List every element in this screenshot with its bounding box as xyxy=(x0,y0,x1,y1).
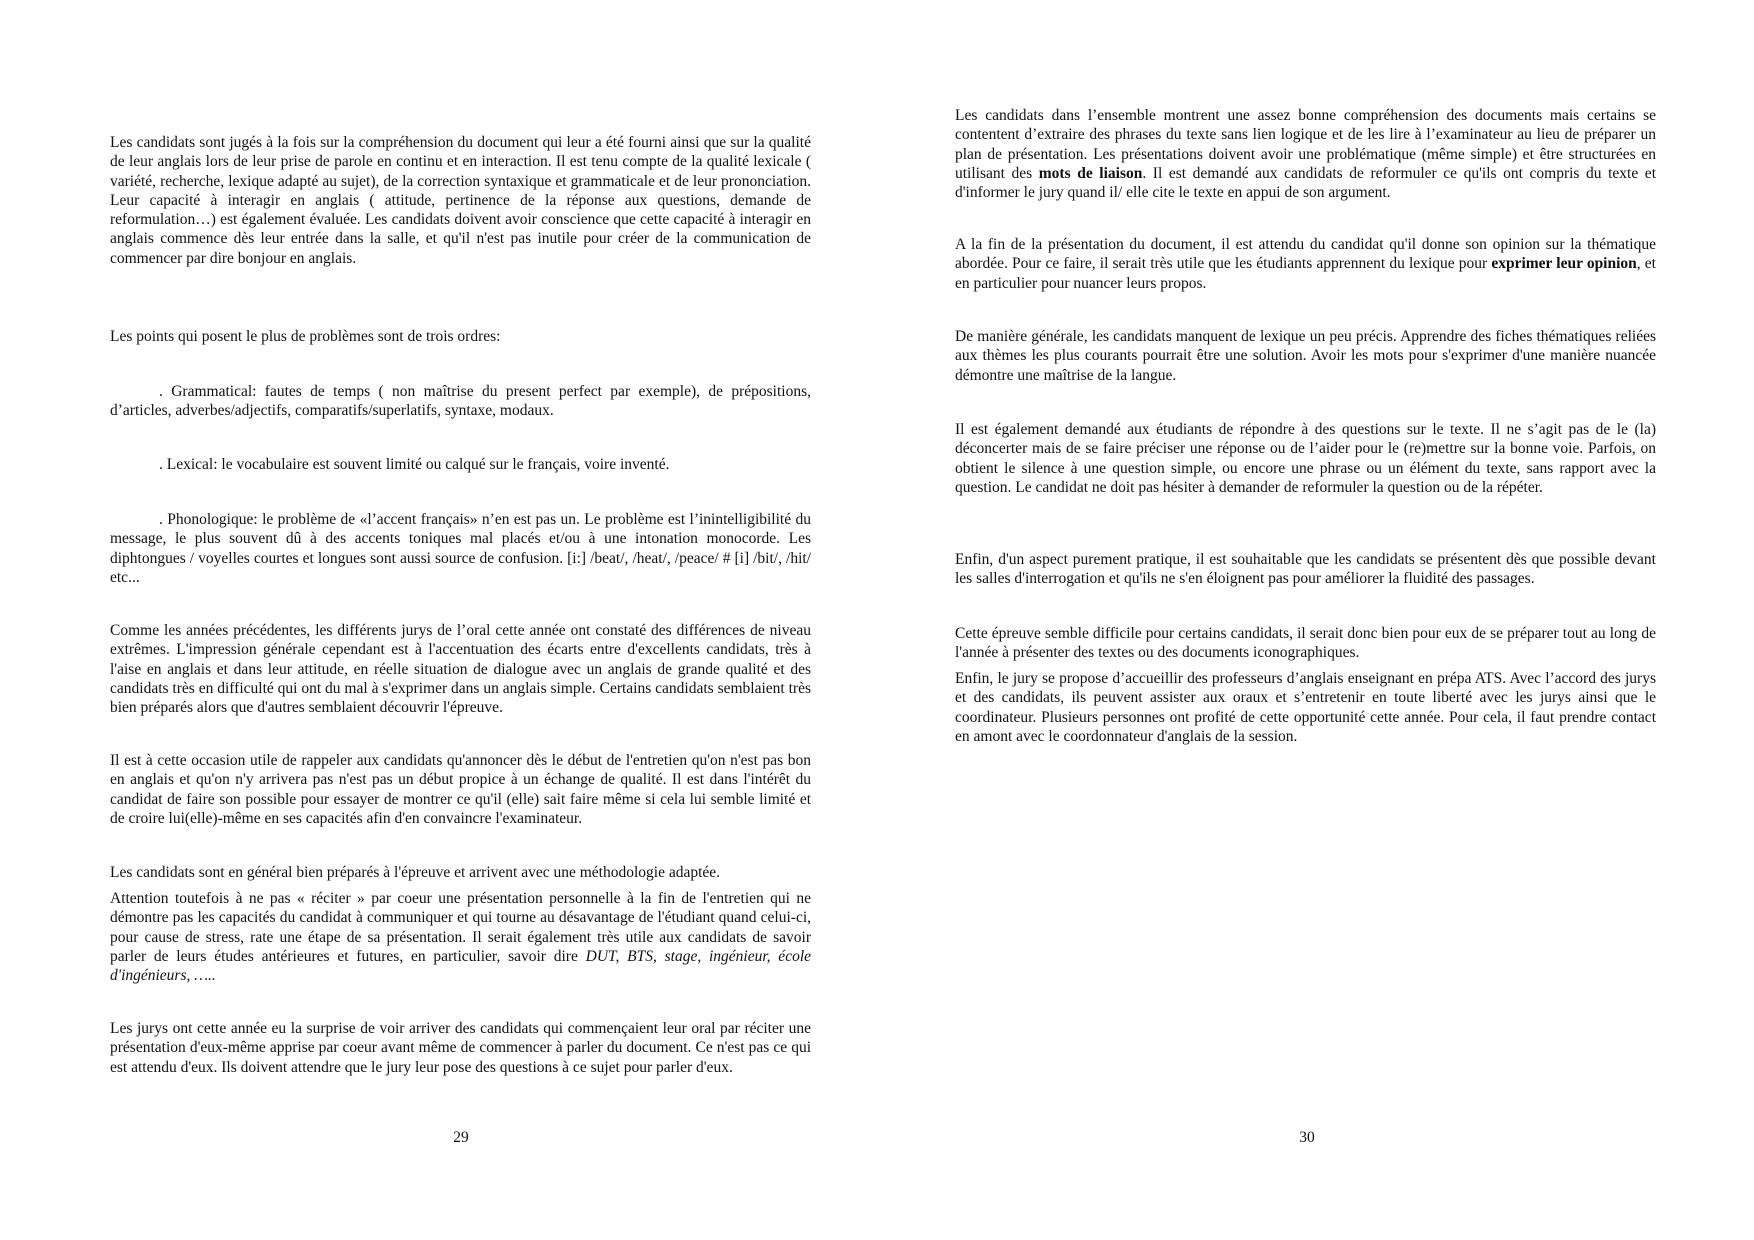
paragraph-text: Les candidats sont jugés à la fois sur la compréhension du document qui leur a été fourni ainsi que sur la qualité de leur anglais lors de leur prise de parole en continu et en interaction. Il est tenu compte de la qualité lexicale ( variété, recherche, lexique adapté au sujet), de la correction syntaxique et grammaticale et de leur prononciation. Leur capacité à interagir en anglais ( attitude, pertinence de la réponse aux questions, demande de reformulation…) est également évaluée. Les candidats doivent avoir conscience que cette capacité à interagir en anglais commence dès leur entrée dans la salle, et qu'il n'est pas inutile pour créer de la communication de commencer par dire bonjour en anglais. xyxy=(110,134,811,267)
paragraph-questions xyxy=(955,420,1656,497)
paragraph-text-bold: mots de liaison xyxy=(1038,164,1143,182)
paragraph-comprehension xyxy=(955,106,1656,202)
paragraph-practical xyxy=(955,550,1656,589)
paragraph-text: Il est à cette occasion utile de rappeler aux candidats qu'annoncer dès le début de l'entretien qu'on n'est pas bon en anglais et qu'on n'y arrivera pas n'est pas un début propice à un échange de qualité. Il est dans l'intérêt du candidat de faire son possible pour essayer de montrer ce qu'il (elle) sait faire même si cela lui semble limité et de croire lui(elle)-même en ses capacités afin d'en convaincre l'examinateur. xyxy=(110,752,811,827)
paragraph-difficulty xyxy=(955,624,1656,663)
paragraph-text-italic: DUT, BTS, stage, ingénieur, école d'ingénieurs, ….. xyxy=(110,947,812,985)
paragraph-text: Cette épreuve semble difficile pour certains candidats, il serait donc bien pour eux de se préparer tout au long de l'année à présenter des textes ou des documents iconographiques. xyxy=(955,625,1656,662)
paragraph-text: Les candidats sont en général bien préparés à l'épreuve et arrivent avec une méthodologie adaptée. xyxy=(110,864,721,881)
paragraph-text-after: , et en particulier pour nuancer leurs propos. xyxy=(955,255,1656,292)
paragraph-text-bold: exprimer leur opinion xyxy=(1491,255,1637,273)
paragraph-text: Enfin, le jury se propose d’accueillir des professeurs d’anglais enseignant en prépa ATS. Avec l’accord des jurys et des candidats, ils peuvent assister aux oraux et s’entretenir en toute liberté avec les jurys ainsi que le coordinateur. Plusieurs personnes ont profité de cette opportunité cette année. Pour cela, il faut prendre contact en amont avec le coordonnateur d'anglais de la session. xyxy=(955,670,1656,745)
paragraph-self-presentation xyxy=(110,1019,811,1077)
paragraph-evaluation-criteria xyxy=(110,133,811,268)
paragraph-problem-intro xyxy=(110,327,811,346)
paragraph-text-main: A la fin de la présentation du document, il est attendu du candidat qu'il donne son opinion sur la thématique abordée. Pour ce faire, il serait très utile que les étudiants apprennent du lexique pour xyxy=(955,236,1656,273)
paragraph-lexical xyxy=(110,455,811,474)
paragraph-level-differences xyxy=(110,621,811,717)
paragraph-text: . Phonologique: le problème de «l’accent français» n’en est pas un. Le problème est l’inintelligibilité du message, le plus souvent dû à des accents toniques mal placés et/ou à une intonation monocorde. Les diphtongues / voyelles courtes et longues sont aussi source de confusion. [i:] /beat/, /heat/, /peace/ # [i] /bit/, /hit/ etc... xyxy=(110,511,811,586)
paragraph-recitation-warning xyxy=(110,889,811,985)
page-number: 29 xyxy=(453,1129,469,1146)
paragraph-text-after: . Il est demandé aux candidats de reformuler ce qu'ils ont compris du texte et d'informer le jury quand il/ elle cite le texte en appui de son argument. xyxy=(955,164,1656,202)
paragraph-text: Il est également demandé aux étudiants de répondre à des questions sur le texte. Il ne s’agit pas de le (la) déconcerter mais de se faire préciser une réponse ou de l’aider pour le (re)mettre sur la bonne voie. Parfois, on obtient le silence à une question simple, ou encore une phrase ou un élément du texte, sans rapport avec la question. Le candidat ne doit pas hésiter à demander de reformuler la question ou de la répéter. xyxy=(955,421,1656,496)
paragraph-opinion xyxy=(955,235,1656,293)
paragraph-grammatical xyxy=(110,382,811,421)
page-number: 30 xyxy=(1299,1129,1315,1146)
paragraph-text xyxy=(955,235,1656,293)
paragraph-candidate-confidence xyxy=(110,751,811,828)
paragraph-text: Les jurys ont cette année eu la surprise de voir arriver des candidats qui commençaient leur oral par réciter une présentation d'eux-même apprise par coeur avant même de commencer à parler du document. Ce n'est pas ce qui est attendu d'eux. Ils doivent attendre que le jury leur pose des questions à ce sujet pour parler d'eux. xyxy=(110,1020,811,1076)
paragraph-text xyxy=(110,889,811,985)
paragraph-text-main: Attention toutefois à ne pas « réciter » par coeur une présentation personnelle à la fin de l'entretien qui ne démontre pas les capacités du candidat à communiquer et qui tourne au désavantage de l'étudiant quand celui-ci, pour cause de stress, rate une étape de sa présentation. Il serait également très utile aux candidats de savoir parler de leurs études antérieures et futures, en particulier, savoir dire xyxy=(110,890,811,965)
paragraph-preparation xyxy=(110,863,811,882)
paragraph-teachers xyxy=(955,669,1656,746)
paragraph-text: De manière générale, les candidats manquent de lexique un peu précis. Apprendre des fiches thématiques reliées aux thèmes les plus courants pourrait être une solution. Avoir les mots pour s'exprimer d'une manière nuancée démontre une maîtrise de la langue. xyxy=(955,328,1656,384)
paragraph-text xyxy=(955,106,1656,202)
paragraph-text-main: Les candidats dans l’ensemble montrent une assez bonne compréhension des documents mais certains se contentent d’extraire des phrases du texte sans lien logique et de les lire à l’examinateur au lieu de préparer un plan de présentation. Les présentations doivent avoir une problématique (même simple) et être structurées en utilisant des xyxy=(955,107,1656,182)
paragraph-lexicon xyxy=(955,327,1656,385)
paragraph-phonological xyxy=(110,510,811,587)
paragraph-text: Les points qui posent le plus de problèmes sont de trois ordres: xyxy=(110,328,501,345)
paragraph-text: Comme les années précédentes, les différents jurys de l’oral cette année ont constaté des différences de niveau extrêmes. L'impression générale cependant est à l'accentuation des écarts entre d'excellents candidats, très à l'aise en anglais et dans leur attitude, en réelle situation de dialogue avec un anglais de grande qualité et des candidats très en difficulté qui ont du mal à s'exprimer dans un anglais simple. Certains candidats semblaient très bien préparés alors que d'autres semblaient découvrir l'épreuve. xyxy=(110,622,811,717)
paragraph-text: Enfin, d'un aspect purement pratique, il est souhaitable que les candidats se présentent dès que possible devant les salles d'interrogation et qu'ils ne s'en éloignent pas pour améliorer la fluidité des passages. xyxy=(955,551,1656,588)
paragraph-text: . Grammatical: fautes de temps ( non maîtrise du present perfect par exemple), de prépositions, d’articles, adverbes/adjectifs, comparatifs/superlatifs, syntaxe, modaux. xyxy=(110,383,811,420)
page-right xyxy=(877,0,1754,1240)
paragraph-text: . Lexical: le vocabulaire est souvent limité ou calqué sur le français, voire inventé. xyxy=(159,456,670,473)
